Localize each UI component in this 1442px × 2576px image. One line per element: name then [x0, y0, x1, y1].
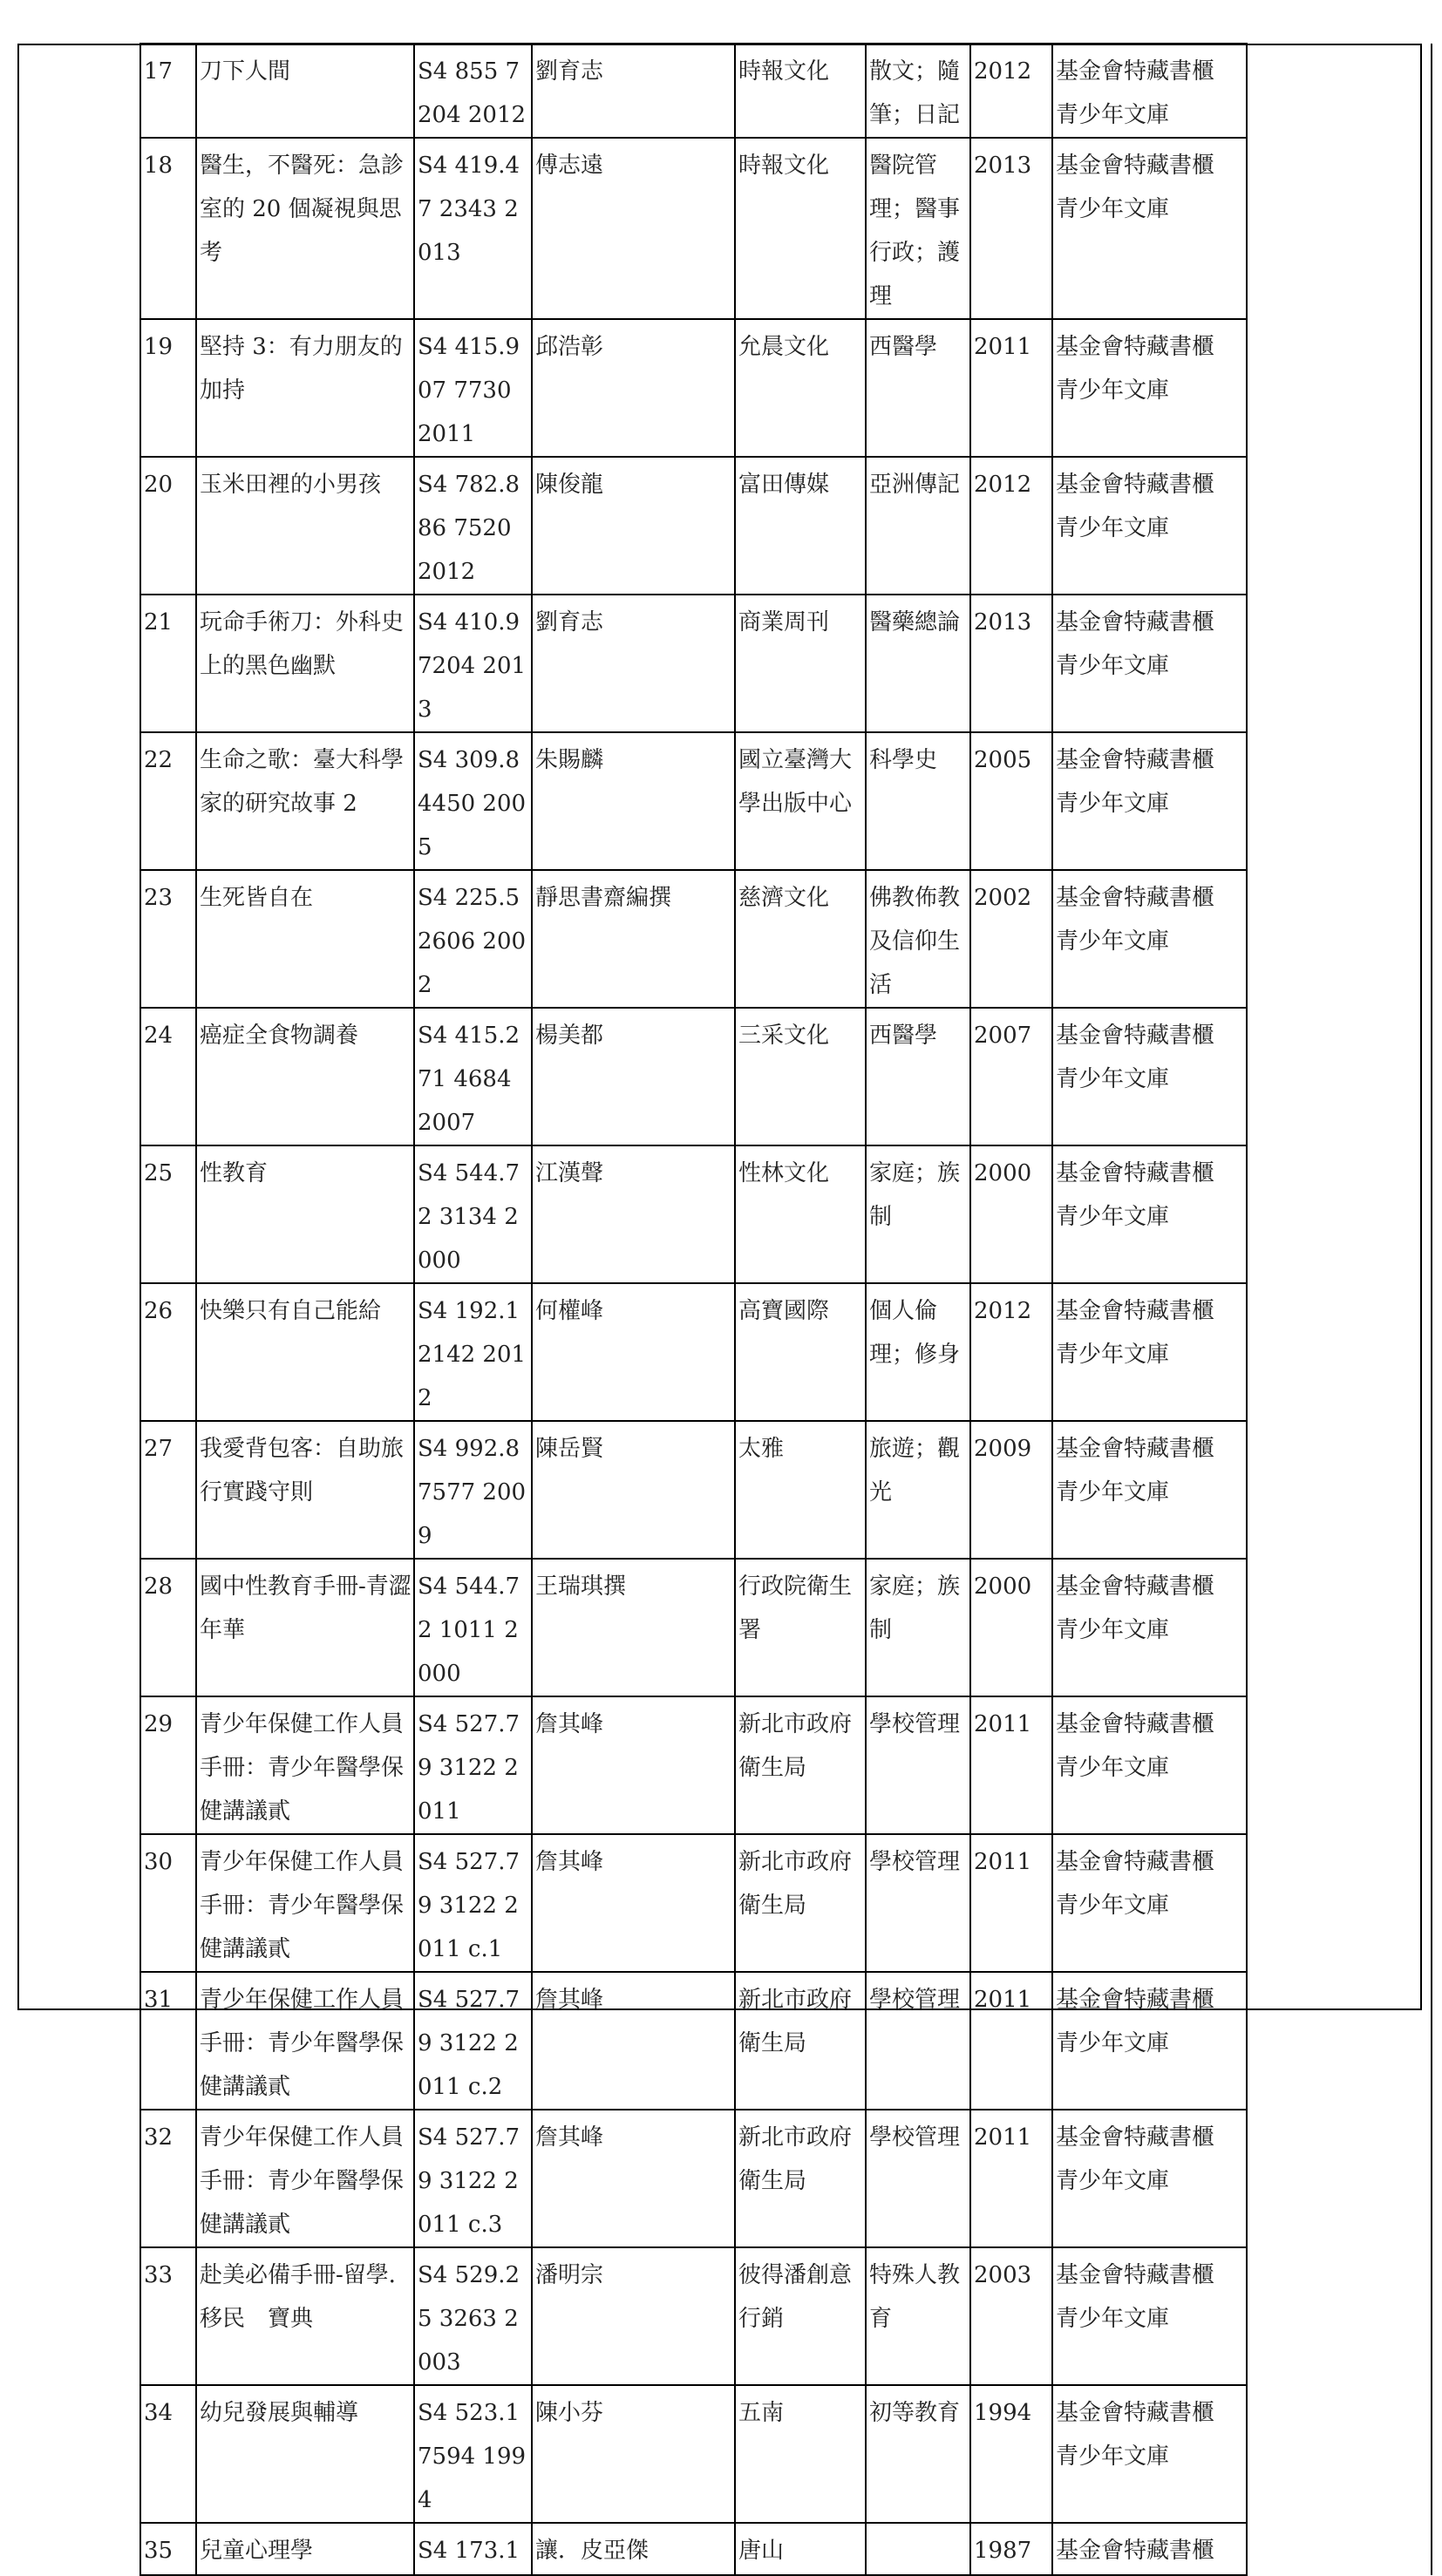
cell-call: S4 527.79 3122 2011: [414, 1696, 532, 1834]
cell-author: 朱賜麟: [532, 732, 735, 870]
cell-title: 國中性教育手冊-青澀年華: [196, 1559, 414, 1696]
table-row: [140, 2247, 1432, 2385]
cell-title: 癌症全食物調養: [196, 1008, 414, 1145]
table-row: [140, 319, 1432, 457]
cell-publisher: 高寶國際: [735, 1283, 866, 1421]
cell-year: 2005: [970, 732, 1052, 870]
cell-author: 王瑞琪撰: [532, 1559, 735, 1696]
cell-empty: [1247, 457, 1432, 595]
cell-title: 快樂只有自己能給: [196, 1283, 414, 1421]
cell-year: 2003: [970, 2247, 1052, 2385]
cell-empty: [1247, 1559, 1432, 1696]
cell-publisher: 國立臺灣大學出版中心: [735, 732, 866, 870]
cell-publisher: 時報文化: [735, 44, 866, 138]
cell-location: 基金會特藏書櫃 青少年文庫: [1052, 595, 1247, 732]
table-row: [140, 2110, 1432, 2247]
cell-no: 28: [140, 1559, 196, 1696]
cell-empty: [1247, 1421, 1432, 1559]
table-row: [140, 1283, 1432, 1421]
cell-author: 詹其峰: [532, 2110, 735, 2247]
cell-title: 堅持 3：有力朋友的加持: [196, 319, 414, 457]
cell-author: 靜思書齋編撰: [532, 870, 735, 1008]
cell-call: S4 309.8 4450 2005: [414, 732, 532, 870]
cell-empty: [1247, 2110, 1432, 2247]
cell-publisher: 富田傳媒: [735, 457, 866, 595]
cell-subject: 特殊人教育: [866, 2247, 970, 2385]
cell-call: S4 529.25 3263 2003: [414, 2247, 532, 2385]
cell-publisher: 慈濟文化: [735, 870, 866, 1008]
cell-empty: [1247, 2523, 1432, 2575]
cell-author: 江漢聲: [532, 1145, 735, 1283]
cell-year: 2011: [970, 1972, 1052, 2110]
cell-title: 幼兒發展與輔導: [196, 2385, 414, 2523]
cell-publisher: 太雅: [735, 1421, 866, 1559]
cell-call: S4 527.79 3122 2011 c.2: [414, 1972, 532, 2110]
cell-title: 性教育: [196, 1145, 414, 1283]
cell-title: 青少年保健工作人員手冊：青少年醫學保健講議貳: [196, 1834, 414, 1972]
cell-publisher: 彼得潘創意行銷: [735, 2247, 866, 2385]
cell-empty: [1247, 2385, 1432, 2523]
table-row: [140, 1972, 1432, 2110]
cell-no: 34: [140, 2385, 196, 2523]
catalog-table: [139, 43, 1432, 2576]
cell-empty: [1247, 1972, 1432, 2110]
cell-subject: 佛教佈教及信仰生活: [866, 870, 970, 1008]
cell-subject: 家庭；族制: [866, 1559, 970, 1696]
cell-call: S4 225.5 2606 2002: [414, 870, 532, 1008]
table-row: [140, 595, 1432, 732]
cell-no: 22: [140, 732, 196, 870]
cell-location: 基金會特藏書櫃 青少年文庫: [1052, 2385, 1247, 2523]
cell-subject: 學校管理: [866, 2110, 970, 2247]
cell-publisher: 行政院衛生署: [735, 1559, 866, 1696]
cell-location: 基金會特藏書櫃 青少年文庫: [1052, 2110, 1247, 2247]
cell-author: 詹其峰: [532, 1696, 735, 1834]
cell-subject: 家庭；族制: [866, 1145, 970, 1283]
cell-subject: 科學史: [866, 732, 970, 870]
cell-author: 潘明宗: [532, 2247, 735, 2385]
table-row: [140, 457, 1432, 595]
cell-call: S4 410.9 7204 2013: [414, 595, 532, 732]
table-row: [140, 1145, 1432, 1283]
cell-author: 讓．皮亞傑: [532, 2523, 735, 2575]
cell-call: S4 523.1 7594 1994: [414, 2385, 532, 2523]
cell-author: 邱浩彰: [532, 319, 735, 457]
cell-publisher: 允晨文化: [735, 319, 866, 457]
cell-empty: [1247, 138, 1432, 319]
cell-publisher: 五南: [735, 2385, 866, 2523]
cell-publisher: 新北市政府衛生局: [735, 2110, 866, 2247]
cell-publisher: 性林文化: [735, 1145, 866, 1283]
cell-title: 刀下人間: [196, 44, 414, 138]
cell-subject: 學校管理: [866, 1972, 970, 2110]
cell-no: 35: [140, 2523, 196, 2575]
cell-no: 32: [140, 2110, 196, 2247]
cell-location: 基金會特藏書櫃 青少年文庫: [1052, 1145, 1247, 1283]
cell-empty: [1247, 1145, 1432, 1283]
cell-call: S4 415.271 4684 2007: [414, 1008, 532, 1145]
cell-title: 兒童心理學: [196, 2523, 414, 2575]
cell-subject: 亞洲傳記: [866, 457, 970, 595]
cell-no: 17: [140, 44, 196, 138]
cell-publisher: 新北市政府衛生局: [735, 1696, 866, 1834]
cell-year: 1987: [970, 2523, 1052, 2575]
cell-subject: 學校管理: [866, 1696, 970, 1834]
cell-location: 基金會特藏書櫃 青少年文庫: [1052, 1421, 1247, 1559]
table-row: [140, 44, 1432, 138]
cell-empty: [1247, 870, 1432, 1008]
cell-title: 醫生，不醫死：急診室的 20 個凝視與思考: [196, 138, 414, 319]
cell-year: 2012: [970, 44, 1052, 138]
cell-year: 2007: [970, 1008, 1052, 1145]
cell-year: 2002: [970, 870, 1052, 1008]
cell-author: 劉育志: [532, 44, 735, 138]
cell-location: 基金會特藏書櫃 青少年文庫: [1052, 457, 1247, 595]
cell-author: 詹其峰: [532, 1972, 735, 2110]
cell-subject: 散文；隨筆；日記: [866, 44, 970, 138]
cell-subject: 旅遊；觀光: [866, 1421, 970, 1559]
cell-author: 傅志遠: [532, 138, 735, 319]
cell-no: 27: [140, 1421, 196, 1559]
cell-call: S4 544.72 3134 2000: [414, 1145, 532, 1283]
cell-location: 基金會特藏書櫃 青少年文庫: [1052, 2247, 1247, 2385]
cell-location: 基金會特藏書櫃 青少年文庫: [1052, 1283, 1247, 1421]
cell-empty: [1247, 1696, 1432, 1834]
cell-location: 基金會特藏書櫃 青少年文庫: [1052, 44, 1247, 138]
cell-publisher: 新北市政府衛生局: [735, 1972, 866, 2110]
cell-no: 31: [140, 1972, 196, 2110]
cell-year: 2000: [970, 1145, 1052, 1283]
cell-no: 20: [140, 457, 196, 595]
cell-year: 2012: [970, 1283, 1052, 1421]
cell-call: S4 992.8 7577 2009: [414, 1421, 532, 1559]
cell-title: 玉米田裡的小男孩: [196, 457, 414, 595]
cell-subject: 初等教育: [866, 2385, 970, 2523]
cell-call: S4 855 7204 2012: [414, 44, 532, 138]
cell-location: 基金會特藏書櫃: [1052, 2523, 1247, 2575]
cell-year: 2013: [970, 138, 1052, 319]
cell-location: 基金會特藏書櫃 青少年文庫: [1052, 319, 1247, 457]
table-row: [140, 870, 1432, 1008]
cell-title: 生命之歌：臺大科學家的研究故事 2: [196, 732, 414, 870]
cell-subject: [866, 2523, 970, 2575]
cell-title: 青少年保健工作人員手冊：青少年醫學保健講議貳: [196, 2110, 414, 2247]
cell-subject: 醫院管理；醫事行政；護理: [866, 138, 970, 319]
cell-year: 2011: [970, 319, 1052, 457]
cell-title: 生死皆自在: [196, 870, 414, 1008]
cell-location: 基金會特藏書櫃 青少年文庫: [1052, 1696, 1247, 1834]
cell-no: 29: [140, 1696, 196, 1834]
cell-location: 基金會特藏書櫃 青少年文庫: [1052, 1008, 1247, 1145]
cell-no: 19: [140, 319, 196, 457]
cell-location: 基金會特藏書櫃 青少年文庫: [1052, 1834, 1247, 1972]
cell-year: 2012: [970, 457, 1052, 595]
cell-author: 詹其峰: [532, 1834, 735, 1972]
cell-year: 2011: [970, 1834, 1052, 1972]
cell-title: 赴美必備手冊-留學．移民 寶典: [196, 2247, 414, 2385]
cell-call: S4 415.907 7730 2011: [414, 319, 532, 457]
cell-subject: 醫藥總論: [866, 595, 970, 732]
cell-call: S4 527.79 3122 2011 c.1: [414, 1834, 532, 1972]
table-row: [140, 138, 1432, 319]
cell-call: S4 419.47 2343 2013: [414, 138, 532, 319]
cell-call: S4 527.79 3122 2011 c.3: [414, 2110, 532, 2247]
table-row: [140, 732, 1432, 870]
cell-empty: [1247, 1834, 1432, 1972]
cell-empty: [1247, 44, 1432, 138]
cell-publisher: 三采文化: [735, 1008, 866, 1145]
cell-call: S4 192.1 2142 2012: [414, 1283, 532, 1421]
cell-no: 23: [140, 870, 196, 1008]
table-row: [140, 1834, 1432, 1972]
cell-location: 基金會特藏書櫃 青少年文庫: [1052, 870, 1247, 1008]
cell-year: 2000: [970, 1559, 1052, 1696]
cell-no: 33: [140, 2247, 196, 2385]
cell-title: 青少年保健工作人員手冊：青少年醫學保健講議貳: [196, 1696, 414, 1834]
cell-no: 25: [140, 1145, 196, 1283]
cell-location: 基金會特藏書櫃 青少年文庫: [1052, 1972, 1247, 2110]
cell-author: 陳岳賢: [532, 1421, 735, 1559]
cell-subject: 西醫學: [866, 319, 970, 457]
cell-year: 2009: [970, 1421, 1052, 1559]
cell-author: 陳小芬: [532, 2385, 735, 2523]
cell-no: 21: [140, 595, 196, 732]
cell-publisher: 新北市政府衛生局: [735, 1834, 866, 1972]
cell-subject: 個人倫理；修身: [866, 1283, 970, 1421]
table-row: [140, 2523, 1432, 2575]
table-row: [140, 1559, 1432, 1696]
cell-year: 2011: [970, 2110, 1052, 2247]
cell-call: S4 782.886 7520 2012: [414, 457, 532, 595]
cell-author: 楊美都: [532, 1008, 735, 1145]
cell-author: 劉育志: [532, 595, 735, 732]
cell-empty: [1247, 732, 1432, 870]
cell-year: 1994: [970, 2385, 1052, 2523]
cell-empty: [1247, 595, 1432, 732]
cell-publisher: 時報文化: [735, 138, 866, 319]
cell-call: S4 173.1: [414, 2523, 532, 2575]
table-row: [140, 1421, 1432, 1559]
cell-empty: [1247, 1008, 1432, 1145]
cell-location: 基金會特藏書櫃 青少年文庫: [1052, 1559, 1247, 1696]
cell-subject: 學校管理: [866, 1834, 970, 1972]
cell-call: S4 544.72 1011 2000: [414, 1559, 532, 1696]
cell-subject: 西醫學: [866, 1008, 970, 1145]
cell-empty: [1247, 1283, 1432, 1421]
cell-year: 2011: [970, 1696, 1052, 1834]
cell-title: 玩命手術刀：外科史上的黑色幽默: [196, 595, 414, 732]
table-row: [140, 1008, 1432, 1145]
cell-empty: [1247, 2247, 1432, 2385]
cell-location: 基金會特藏書櫃 青少年文庫: [1052, 138, 1247, 319]
cell-publisher: 唐山: [735, 2523, 866, 2575]
cell-author: 陳俊龍: [532, 457, 735, 595]
cell-no: 18: [140, 138, 196, 319]
cell-year: 2013: [970, 595, 1052, 732]
cell-title: 青少年保健工作人員手冊：青少年醫學保健講議貳: [196, 1972, 414, 2110]
cell-location: 基金會特藏書櫃 青少年文庫: [1052, 732, 1247, 870]
cell-no: 30: [140, 1834, 196, 1972]
cell-title: 我愛背包客：自助旅行實踐守則: [196, 1421, 414, 1559]
table-row: [140, 2385, 1432, 2523]
cell-empty: [1247, 319, 1432, 457]
cell-no: 24: [140, 1008, 196, 1145]
table-row: [140, 1696, 1432, 1834]
cell-author: 何權峰: [532, 1283, 735, 1421]
cell-publisher: 商業周刊: [735, 595, 866, 732]
cell-no: 26: [140, 1283, 196, 1421]
